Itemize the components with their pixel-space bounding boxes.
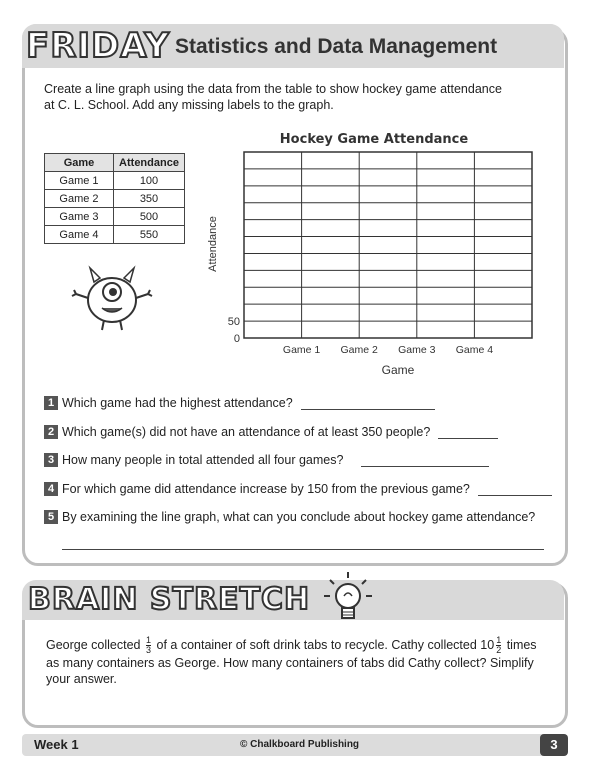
fraction [496, 636, 501, 655]
table-row [45, 226, 185, 244]
answer-blank[interactable] [301, 397, 435, 410]
graph-grid [244, 152, 532, 338]
week-label: Week 1 [34, 737, 79, 752]
lightbulb-icon [316, 568, 380, 632]
question-number: 3 [44, 453, 58, 467]
problem-text: times as many containers as George. How many containers of tabs did Cathy collect? Simplify your answer. [46, 637, 537, 686]
question-number: 1 [44, 396, 58, 410]
brain-stretch-title: BRAIN STRETCH [28, 582, 311, 617]
cell-attendance: 100 [114, 172, 185, 190]
brain-stretch-problem [46, 636, 551, 687]
fraction [146, 636, 151, 655]
attendance-table [44, 153, 185, 244]
question-text: How many people in total attended all four games? [62, 453, 344, 467]
question-3 [44, 453, 489, 467]
day-title: FRIDAY [26, 26, 170, 66]
x-tick-label: Game 2 [340, 344, 378, 356]
graph-frame [244, 152, 532, 338]
x-tick-label: Game 1 [282, 344, 321, 356]
page-number: 3 [540, 734, 568, 756]
question-2 [44, 425, 498, 439]
monster-mascot-icon [70, 262, 154, 334]
answer-blank[interactable] [438, 426, 498, 439]
table-header-game: Game [45, 154, 114, 172]
question-number: 2 [44, 425, 58, 439]
cell-attendance: 550 [114, 226, 185, 244]
y-tick-label: 50 [227, 316, 240, 328]
y-axis-label: Attendance [207, 216, 219, 272]
cell-attendance: 500 [114, 208, 185, 226]
question-number: 4 [44, 482, 58, 496]
fraction-denominator: 3 [146, 645, 152, 655]
question-4 [44, 482, 552, 496]
question-1 [44, 396, 435, 410]
fraction-numerator: 1 [496, 635, 502, 645]
cell-game: Game 4 [45, 226, 114, 244]
x-axis-tick-labels [283, 344, 493, 356]
cell-game: Game 3 [45, 208, 114, 226]
cell-game: Game 1 [45, 172, 114, 190]
problem-text: George collected [46, 637, 141, 652]
problem-text: of a container of soft drink tabs to recycle. Cathy collected 10 [156, 637, 495, 652]
question-text: Which game(s) did not have an attendance of at least 350 people? [62, 425, 431, 439]
answer-line[interactable] [62, 549, 544, 550]
line-graph [200, 128, 560, 388]
table-row [45, 208, 185, 226]
table-header-attendance: Attendance [114, 154, 185, 172]
question-5 [44, 510, 535, 524]
cell-attendance: 350 [114, 190, 185, 208]
answer-blank[interactable] [478, 483, 552, 496]
instructions: Create a line graph using the data from the table to show hockey game attendance at C. L. School. Add any missing labels to the graph. [44, 82, 502, 112]
y-tick-label: 0 [233, 333, 240, 345]
x-tick-label: Game 3 [398, 344, 436, 356]
chart-title: Hockey Game Attendance [279, 132, 469, 147]
x-tick-label: Game 4 [455, 344, 494, 356]
question-number: 5 [44, 510, 58, 524]
page-title: Statistics and Data Management [175, 35, 498, 58]
x-axis-label: Game [381, 363, 415, 377]
question-text: Which game had the highest attendance? [62, 396, 293, 410]
publisher-label: © Chalkboard Publishing [240, 739, 360, 750]
answer-blank[interactable] [361, 454, 489, 467]
table-row [45, 172, 185, 190]
fraction-numerator: 1 [146, 635, 152, 645]
fraction-denominator: 2 [496, 645, 502, 655]
question-text: By examining the line graph, what can you conclude about hockey game attendance? [62, 510, 536, 524]
cell-game: Game 2 [45, 190, 114, 208]
table-row [45, 190, 185, 208]
question-text: For which game did attendance increase by 150 from the previous game? [62, 482, 470, 496]
